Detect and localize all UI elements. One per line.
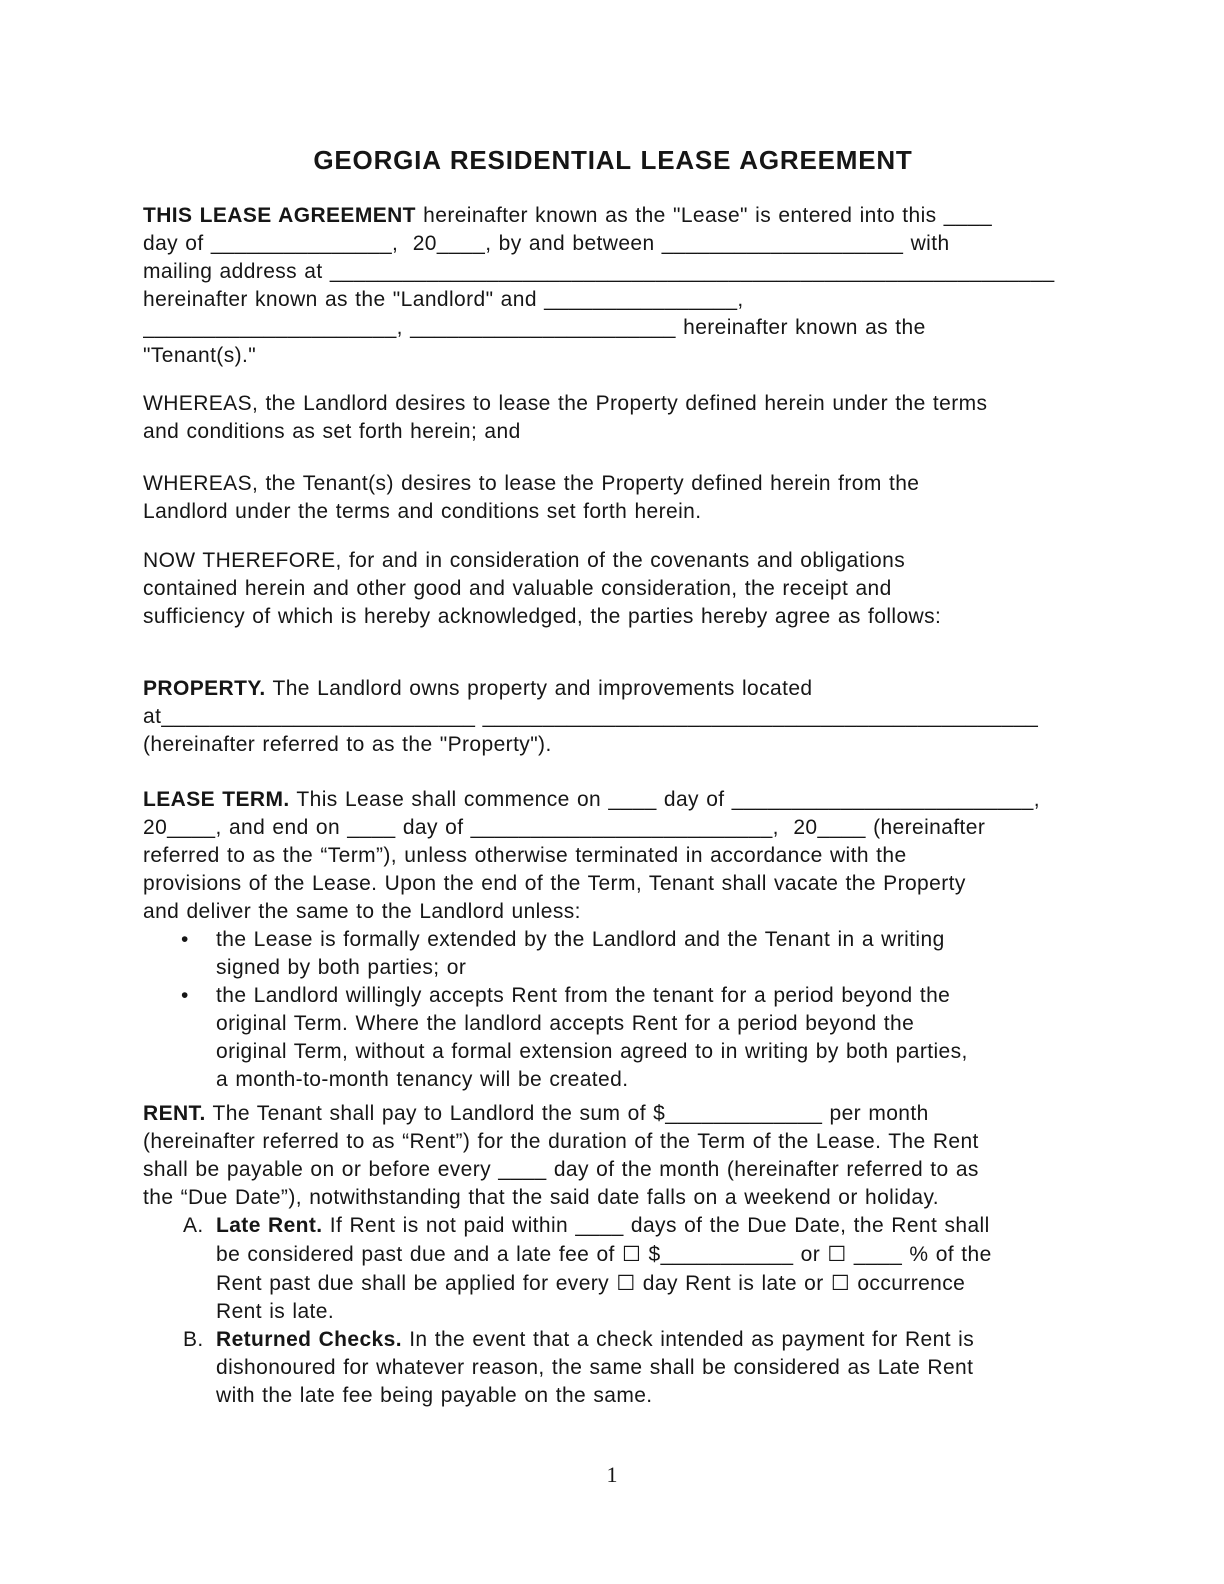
- text-run: This Lease shall commence on ____ day of _________________________,: [289, 788, 1040, 811]
- text-run: occurrence: [850, 1272, 966, 1295]
- text-line: contained herein and other good and valuable consideration, the receipt and: [143, 577, 892, 600]
- text-line: original Term, without a formal extension agreed to in writing by both parties,: [216, 1040, 968, 1063]
- text-line: a month-to-month tenancy will be created.: [216, 1068, 629, 1091]
- rent-heading: RENT.: [143, 1102, 206, 1125]
- late-rent-heading: Late Rent.: [216, 1214, 323, 1237]
- text-run: hereinafter known as the "Lease" is entered into this ____: [415, 204, 993, 227]
- text-line: 20____, and end on ____ day of _________________________, 20____ (hereinafter: [143, 816, 986, 839]
- lease-term-bullet-list: [143, 926, 1083, 1094]
- lease-term-heading: LEASE TERM.: [143, 788, 290, 811]
- text-line: the Landlord willingly accepts Rent from the tenant for a period beyond the: [216, 984, 951, 1007]
- page-number: 1: [606, 1462, 618, 1487]
- intro-lead-text: THIS LEASE AGREEMENT: [143, 204, 416, 227]
- text-line: Rent is late.: [216, 1300, 335, 1323]
- text-line: the Lease is formally extended by the Landlord and the Tenant in a writing: [216, 928, 945, 951]
- text-line: Landlord under the terms and conditions set forth herein.: [143, 500, 702, 523]
- list-item-lease-extended: [143, 926, 1083, 982]
- list-item-returned-checks: [143, 1326, 1083, 1410]
- checkbox-icon[interactable]: ☐: [622, 1242, 642, 1266]
- section-rent: [143, 1100, 1083, 1212]
- text-line: the “Due Date”), notwithstanding that the said date falls on a weekend or holiday.: [143, 1186, 940, 1209]
- text-run: If Rent is not paid within ____ days of the Due Date, the Rent shall: [322, 1214, 990, 1237]
- text-line: [143, 1100, 1083, 1128]
- text-line: shall be payable on or before every ____ day of the month (hereinafter referred to as: [143, 1158, 979, 1181]
- intro-paragraph: [143, 202, 1083, 370]
- document-title: GEORGIA RESIDENTIAL LEASE AGREEMENT: [313, 145, 913, 175]
- text-line: provisions of the Lease. Upon the end of the Term, Tenant shall vacate the Property: [143, 872, 966, 895]
- checkbox-icon[interactable]: ☐: [830, 1271, 851, 1295]
- text-line: hereinafter known as the "Landlord" and ________________,: [143, 288, 744, 311]
- returned-checks-heading: Returned Checks.: [216, 1328, 402, 1351]
- item-letter: A.: [183, 1214, 204, 1237]
- list-item-landlord-accepts-rent: [143, 982, 1083, 1094]
- text-line: mailing address at ____________________________________________________________: [143, 260, 1055, 283]
- whereas-landlord-paragraph: [143, 390, 1083, 446]
- text-line: with the late fee being payable on the same.: [216, 1384, 653, 1407]
- text-line: (hereinafter referred to as “Rent”) for the duration of the Term of the Lease. The Rent: [143, 1130, 979, 1153]
- list-item-late-rent: [143, 1212, 1083, 1326]
- section-lease-term: [143, 786, 1083, 926]
- text-run: In the event that a check intended as payment for Rent is: [401, 1328, 975, 1351]
- text-run: The Landlord owns property and improvements located: [265, 677, 813, 700]
- item-letter: B.: [183, 1328, 204, 1351]
- text-run: day Rent is late or: [635, 1272, 831, 1295]
- text-line: _____________________, ______________________ hereinafter known as the: [143, 316, 926, 339]
- checkbox-icon[interactable]: ☐: [827, 1242, 847, 1266]
- text-line: [143, 202, 1083, 230]
- text-line: and conditions as set forth herein; and: [143, 420, 521, 443]
- text-line: original Term. Where the landlord accepts Rent for a period beyond the: [216, 1012, 915, 1035]
- text-line: [216, 1212, 1083, 1240]
- text-line: (hereinafter referred to as the "Property").: [143, 733, 552, 756]
- text-run: ____ % of the: [846, 1243, 992, 1266]
- text-line: day of _______________, 20____, by and between ____________________ with: [143, 232, 950, 255]
- text-run: be considered past due and a late fee of: [216, 1243, 623, 1266]
- text-line: "Tenant(s).": [143, 344, 257, 367]
- text-line: [216, 1269, 1083, 1298]
- text-line: WHEREAS, the Landlord desires to lease the Property defined herein under the terms: [143, 392, 988, 415]
- rent-lettered-list: [143, 1212, 1083, 1410]
- text-run: Rent past due shall be applied for every: [216, 1272, 617, 1295]
- text-line: [143, 786, 1083, 814]
- text-line: sufficiency of which is hereby acknowledged, the parties hereby agree as follows:: [143, 605, 942, 628]
- whereas-tenant-paragraph: [143, 470, 1083, 526]
- text-line: NOW THEREFORE, for and in consideration of the covenants and obligations: [143, 549, 906, 572]
- text-run: $___________ or: [641, 1243, 828, 1266]
- text-line: [143, 675, 1083, 703]
- bullet-icon: •: [181, 928, 189, 951]
- text-line: dishonoured for whatever reason, the same shall be considered as Late Rent: [216, 1356, 974, 1379]
- text-line: and deliver the same to the Landlord unless:: [143, 900, 581, 923]
- text-line: [216, 1326, 1083, 1354]
- now-therefore-paragraph: [143, 547, 1083, 631]
- text-line: signed by both parties; or: [216, 956, 467, 979]
- checkbox-icon[interactable]: ☐: [616, 1271, 636, 1295]
- text-line: referred to as the “Term”), unless otherwise terminated in accordance with the: [143, 844, 907, 867]
- document-content: [143, 0, 1083, 1410]
- text-line: [216, 1240, 1083, 1269]
- bullet-icon: •: [181, 984, 189, 1007]
- text-line: WHEREAS, the Tenant(s) desires to lease the Property defined herein from the: [143, 472, 920, 495]
- property-heading: PROPERTY.: [143, 677, 266, 700]
- section-property: [143, 675, 1083, 759]
- text-run: The Tenant shall pay to Landlord the sum of $_____________ per month: [205, 1102, 929, 1125]
- text-line: at__________________________ ______________________________________________: [143, 705, 1039, 728]
